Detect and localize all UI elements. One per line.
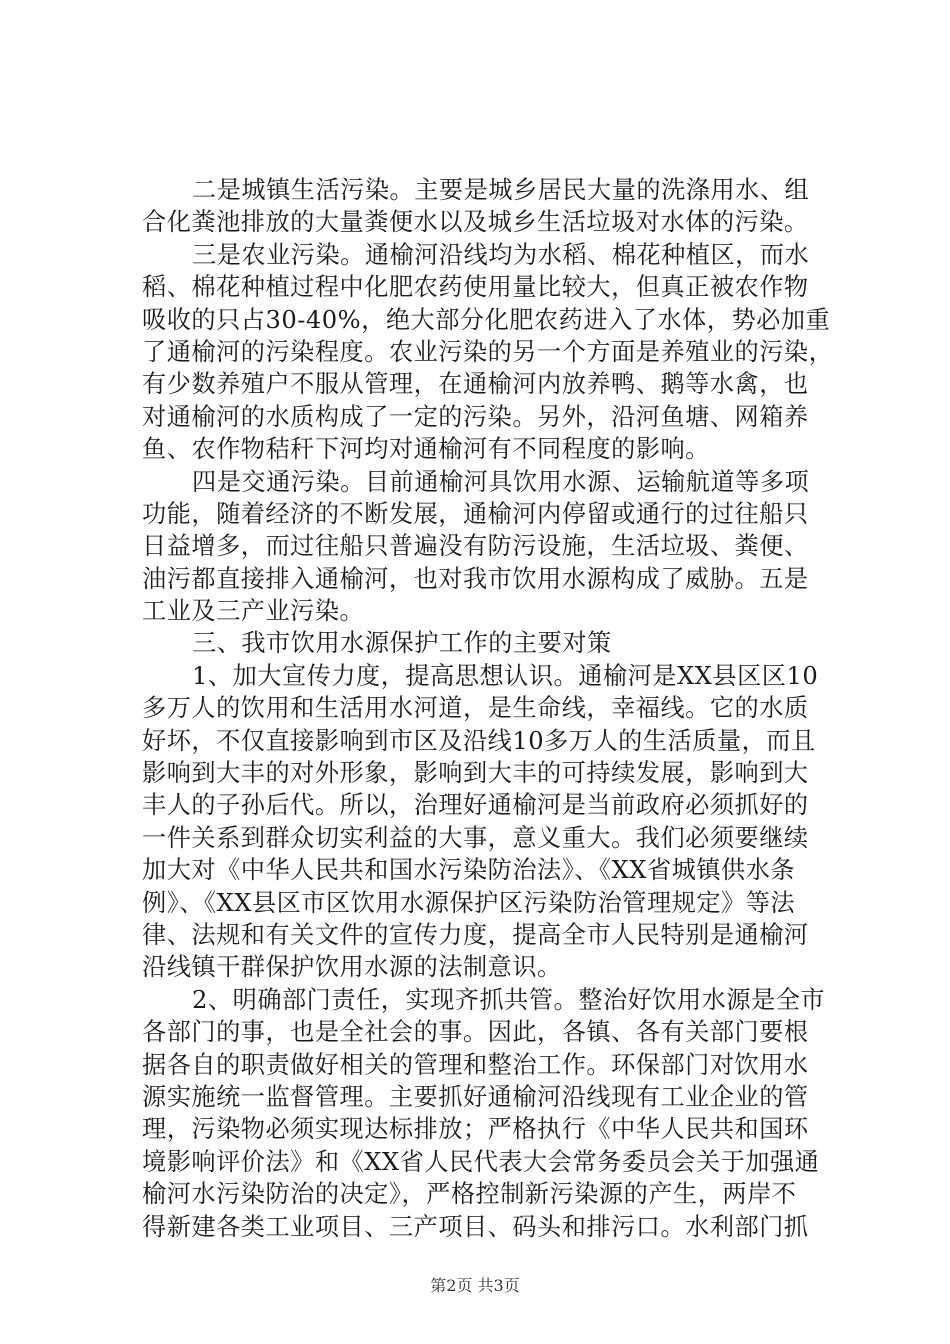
text-line: 好坏，不仅直接影响到市区及沿线10多万人的生活质量，而且	[142, 726, 816, 755]
text-line: 境影响评价法》和《XX省人民代表大会常务委员会关于加强通	[142, 1147, 820, 1176]
text-line: 日益增多，而过往船只普遍没有防污设施，生活垃圾、粪便、	[142, 532, 809, 561]
page-footer: 第2页 共3页	[430, 1276, 520, 1295]
text-line: 得新建各类工业项目、三产项目、码头和排污口。水利部门抓	[142, 1212, 809, 1241]
text-line: 榆河水污染防治的决定》，严格控制新污染源的产生，两岸不	[142, 1180, 797, 1209]
text-line: 丰人的子孙后代。所以，治理好通榆河是当前政府必须抓好的	[142, 791, 809, 820]
text-line: 稻、棉花种植过程中化肥农药使用量比较大，但真正被农作物	[142, 273, 809, 302]
text-line: 功能，随着经济的不断发展，通榆河内停留或通行的过往船只	[142, 499, 809, 528]
text-line: 2、明确部门责任，实现齐抓共管。整治好饮用水源是全市	[192, 985, 826, 1014]
text-line: 合化粪池排放的大量粪便水以及城乡生活垃圾对水体的污染。	[142, 208, 809, 237]
text-line: 影响到大丰的对外形象，影响到大丰的可持续发展，影响到大	[142, 759, 809, 788]
text-line: 1、加大宣传力度，提高思想认识。通榆河是XX县区区10	[192, 661, 819, 690]
text-line: 三、我市饮用水源保护工作的主要对策	[192, 629, 612, 658]
text-line: 各部门的事，也是全社会的事。因此，各镇、各有关部门要根	[142, 1018, 809, 1047]
text-line: 源实施统一监督管理。主要抓好通榆河沿线现有工业企业的管	[142, 1082, 809, 1111]
text-line: 加大对《中华人民共和国水污染防治法》、《XX省城镇供水条	[142, 856, 796, 885]
text-line: 律、法规和有关文件的宣传力度，提高全市人民特别是通榆河	[142, 920, 809, 949]
text-line: 理，污染物必须实现达标排放；严格执行《中华人民共和国环	[142, 1115, 809, 1144]
text-line: 鱼、农作物秸秆下河均对通榆河有不同程度的影响。	[142, 435, 710, 464]
text-line: 了通榆河的污染程度。农业污染的另一个方面是养殖业的污染，	[142, 337, 834, 366]
text-line: 四是交通污染。目前通榆河具饮用水源、运输航道等多项	[192, 467, 810, 496]
text-line: 二是城镇生活污染。主要是城乡居民大量的洗涤用水、组	[192, 176, 810, 204]
text-line: 多万人的饮用和生活用水河道，是生命线，幸福线。它的水质	[142, 694, 809, 723]
text-line: 例》、《XX县区市区饮用水源保护区污染防治管理规定》等法	[142, 888, 796, 917]
text-line: 油污都直接排入通榆河，也对我市饮用水源构成了威胁。五是	[142, 564, 809, 593]
text-line: 工业及三产业污染。	[142, 597, 365, 626]
text-line: 三是农业污染。通榆河沿线均为水稻、棉花种植区，而水	[192, 240, 810, 269]
text-line: 沿线镇干群保护饮用水源的法制意识。	[142, 953, 562, 982]
document-body	[142, 174, 842, 1243]
text-line: 有少数养殖户不服从管理，在通榆河内放养鸭、鹅等水禽，也	[142, 370, 809, 399]
text-line: 据各自的职责做好相关的管理和整治工作。环保部门对饮用水	[142, 1050, 809, 1079]
text-line: 一件关系到群众切实利益的大事，意义重大。我们必须要继续	[142, 823, 809, 852]
text-line: 对通榆河的水质构成了一定的污染。另外，沿河鱼塘、网箱养	[142, 402, 809, 431]
text-line: 吸收的只占30-40%，绝大部分化肥农药进入了水体，势必加重	[142, 305, 831, 334]
